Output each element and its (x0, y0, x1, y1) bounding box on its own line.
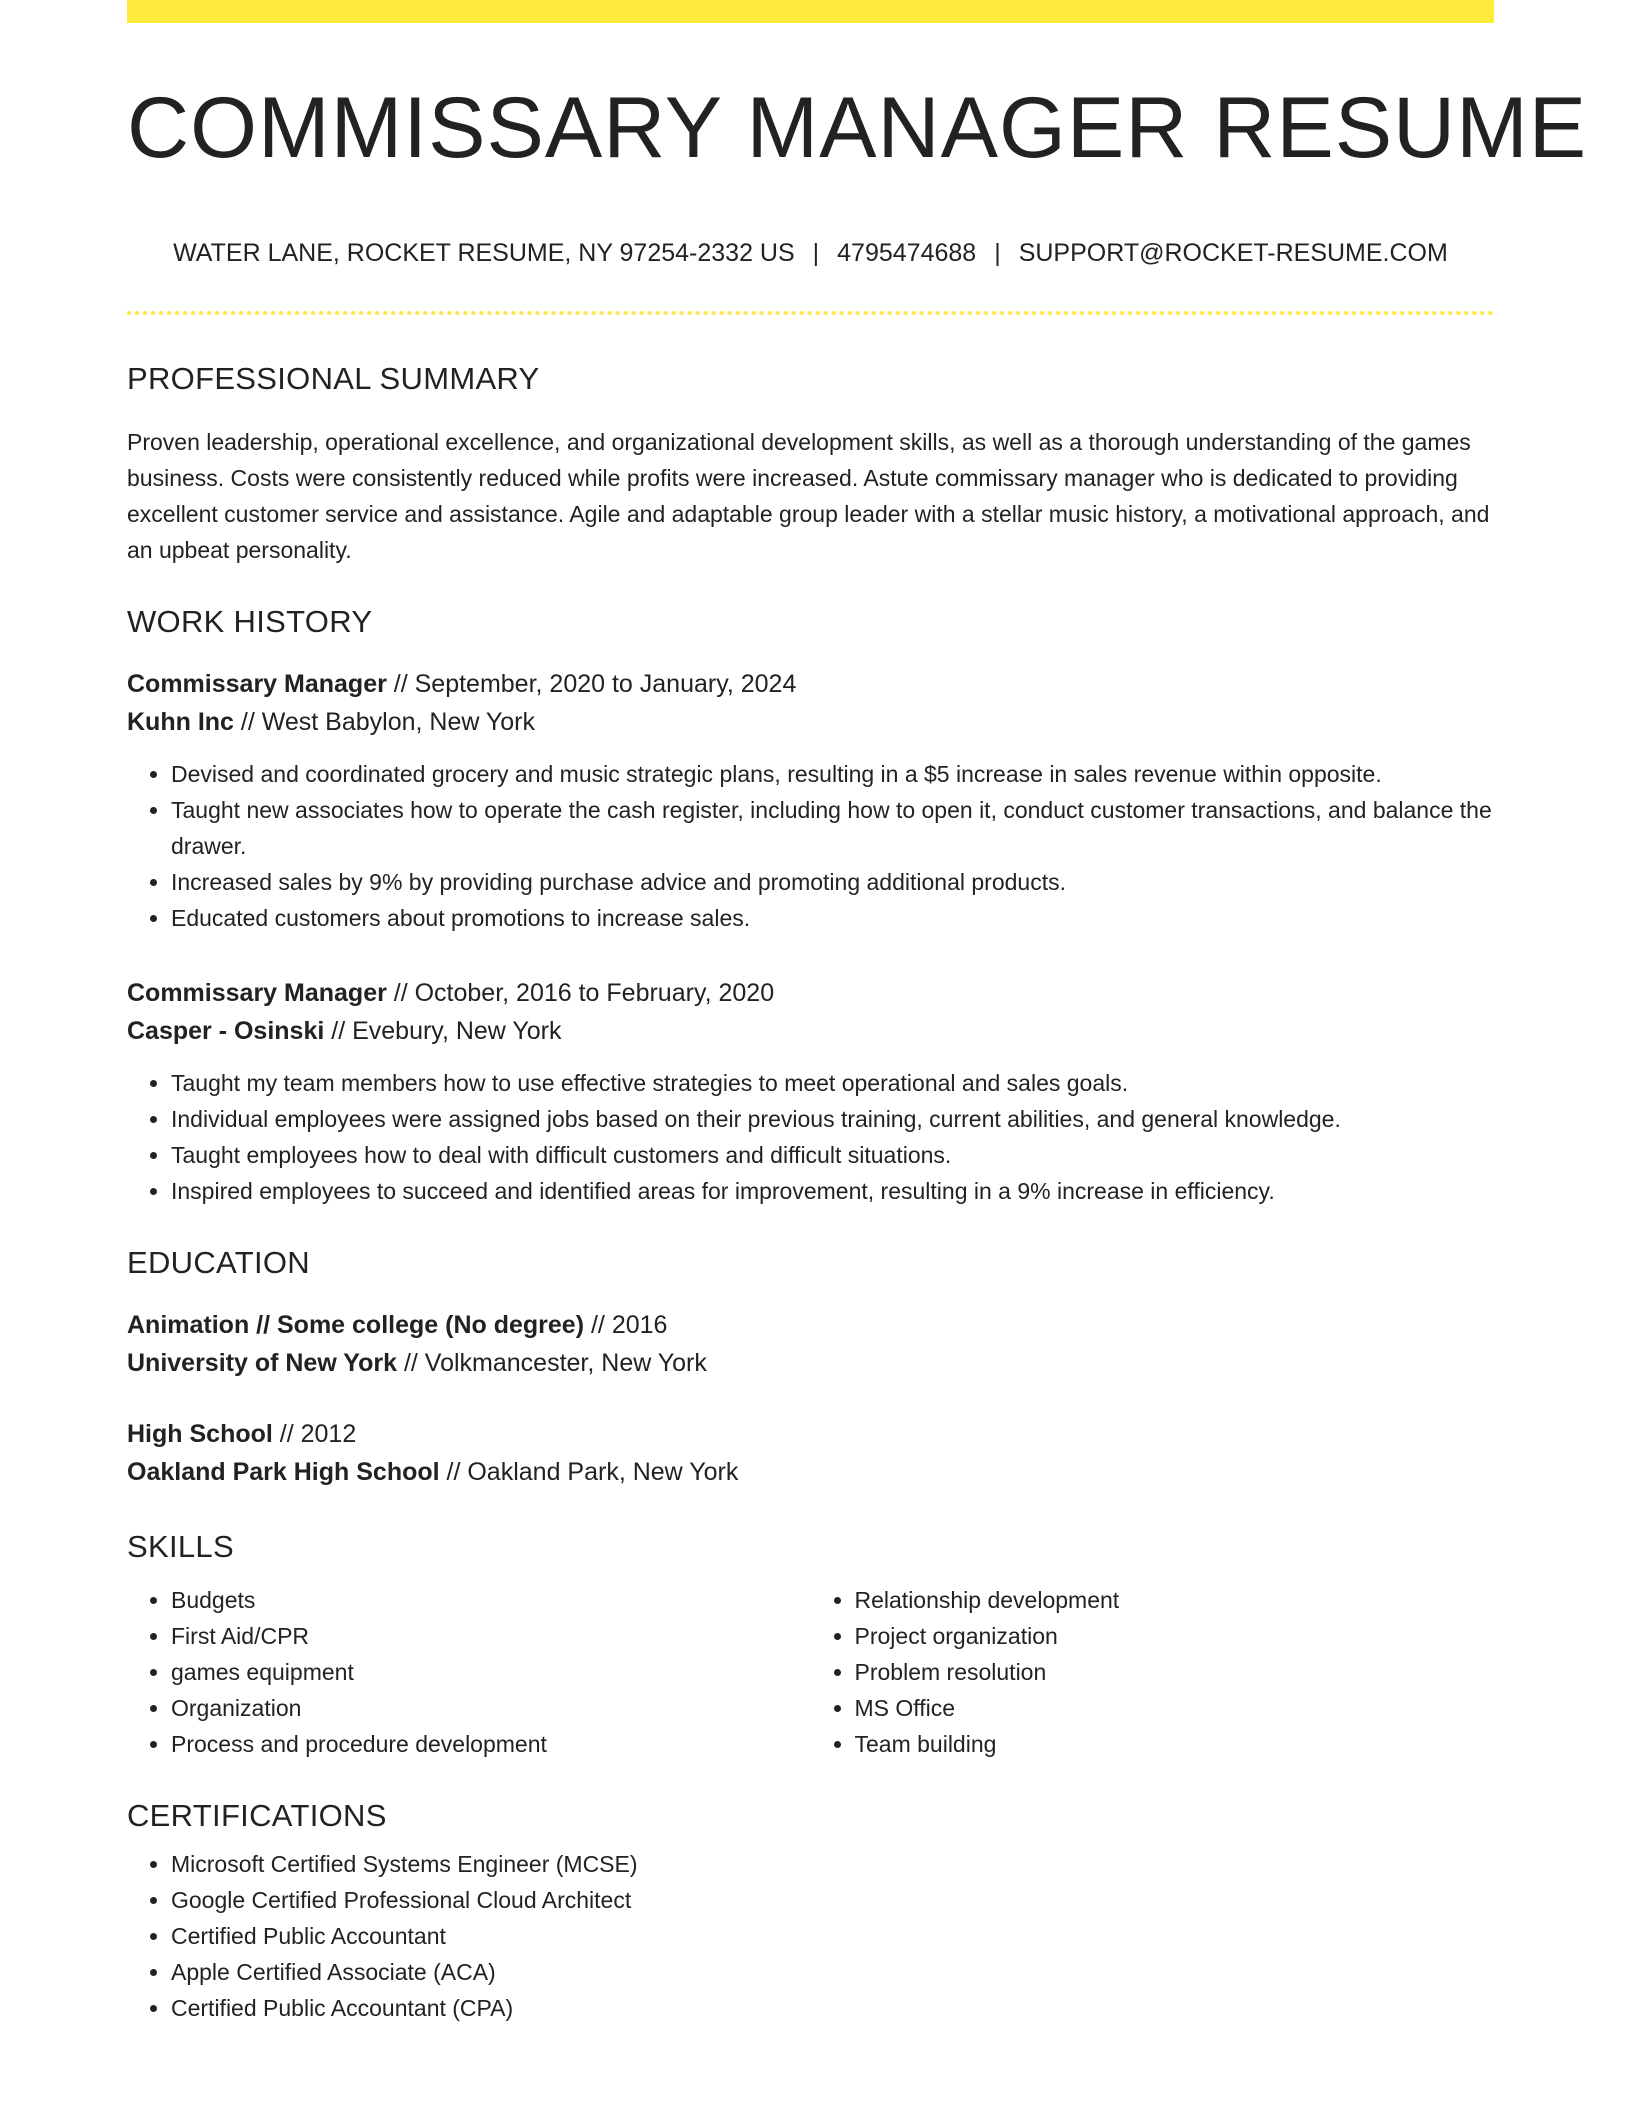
education-degree: High School (127, 1420, 273, 1448)
skills-grid (127, 1582, 1494, 1762)
job-bullet: • Taught employees how to deal with difficult customers and difficult situations. (171, 1137, 1494, 1173)
education-school: Oakland Park High School (127, 1458, 440, 1486)
skill-item: • Problem resolution (855, 1654, 1495, 1690)
job-title-line (127, 974, 1494, 1012)
skill-item: • Organization (171, 1690, 811, 1726)
contact-line (127, 239, 1494, 268)
certification-list (127, 1846, 1494, 2026)
job-bullet: • Taught new associates how to operate the cash register, including how to open it, conduct customer transactions, and balance the drawer. (171, 792, 1494, 864)
skill-item: • MS Office (855, 1690, 1495, 1726)
skill-item: • Budgets (171, 1582, 811, 1618)
summary-text: Proven leadership, operational excellence, and organizational development skills, as well as a thorough understanding of the games business. Costs were consistently reduced while profits were increased. Astute commissary manager who is dedicated to providing excellent customer service and assistance. Agile and adaptable group leader with a stellar music history, a motivational approach, and an upbeat personality. (127, 429, 1490, 563)
skills-column-left (127, 1582, 811, 1762)
job-bullets (127, 756, 1494, 936)
skills-column-right (811, 1582, 1495, 1762)
job-company: Kuhn Inc (127, 708, 234, 736)
section-heading-summary: PROFESSIONAL SUMMARY (127, 361, 540, 396)
certification-item: • Microsoft Certified Systems Engineer (MCSE) (171, 1846, 1494, 1882)
job-title-line (127, 665, 1494, 703)
contact-email[interactable]: SUPPORT@ROCKET-RESUME.COM (1018, 239, 1448, 267)
skill-item: • Process and procedure development (171, 1726, 811, 1762)
job-bullet: • Educated customers about promotions to increase sales. (171, 900, 1494, 936)
accent-top-bar (127, 0, 1494, 23)
skill-item: • Project organization (855, 1618, 1495, 1654)
skill-item: • games equipment (171, 1654, 811, 1690)
education-year: // 2016 (584, 1311, 668, 1339)
section-heading-education: EDUCATION (127, 1245, 310, 1280)
skill-item: • First Aid/CPR (171, 1618, 811, 1654)
job-bullet: • Taught my team members how to use effective strategies to meet operational and sales goals. (171, 1065, 1494, 1101)
contact-separator: | (812, 239, 820, 267)
job-company: Casper - Osinski (127, 1017, 325, 1045)
education-location: // Oakland Park, New York (439, 1458, 739, 1486)
education-school-line (127, 1453, 1494, 1491)
job-bullets (127, 1065, 1494, 1209)
education-degree-line (127, 1415, 1494, 1453)
section-heading-skills: SKILLS (127, 1529, 234, 1564)
certification-item: • Apple Certified Associate (ACA) (171, 1954, 1494, 1990)
job-dates: // October, 2016 to February, 2020 (386, 979, 775, 1007)
education-entry (127, 1415, 1494, 1491)
education-school: University of New York (127, 1349, 397, 1377)
dotted-divider (127, 311, 1494, 315)
section-heading-certifications: CERTIFICATIONS (127, 1798, 387, 1833)
skill-item: • Relationship development (855, 1582, 1495, 1618)
education-degree-line (127, 1306, 1494, 1344)
job-location: // Evebury, New York (324, 1017, 562, 1045)
contact-address: WATER LANE, ROCKET RESUME, NY 97254-2332 US (173, 239, 795, 267)
job-bullet: • Inspired employees to succeed and identified areas for improvement, resulting in a 9% increase in efficiency. (171, 1173, 1494, 1209)
education-school-line (127, 1344, 1494, 1382)
contact-phone[interactable]: 4795474688 (837, 239, 977, 267)
certification-item: • Certified Public Accountant (171, 1918, 1494, 1954)
resume-page (127, 0, 1588, 2026)
skill-item: • Team building (855, 1726, 1495, 1762)
job-company-line (127, 1012, 1494, 1050)
job-bullet: • Devised and coordinated grocery and music strategic plans, resulting in a $5 increase in sales revenue within opposite. (171, 756, 1494, 792)
job-entry (127, 665, 1494, 936)
section-heading-work: WORK HISTORY (127, 604, 373, 639)
job-dates: // September, 2020 to January, 2024 (386, 670, 797, 698)
job-title: Commissary Manager (127, 979, 387, 1007)
certification-item: • Certified Public Accountant (CPA) (171, 1990, 1494, 2026)
job-company-line (127, 703, 1494, 741)
resume-title: COMMISSARY MANAGER RESUME (127, 80, 1588, 176)
job-bullet: • Increased sales by 9% by providing purchase advice and promoting additional products. (171, 864, 1494, 900)
certification-item: • Google Certified Professional Cloud Architect (171, 1882, 1494, 1918)
education-year: // 2012 (272, 1420, 357, 1448)
education-degree: Animation // Some college (No degree) (127, 1311, 585, 1339)
job-entry (127, 974, 1494, 1209)
job-location: // West Babylon, New York (233, 708, 536, 736)
contact-separator: | (994, 239, 1001, 267)
job-bullet: • Individual employees were assigned jobs based on their previous training, current abilities, and general knowledge. (171, 1101, 1494, 1137)
education-entry (127, 1306, 1494, 1382)
education-location: // Volkmancester, New York (397, 1349, 707, 1377)
job-title: Commissary Manager (127, 670, 387, 698)
